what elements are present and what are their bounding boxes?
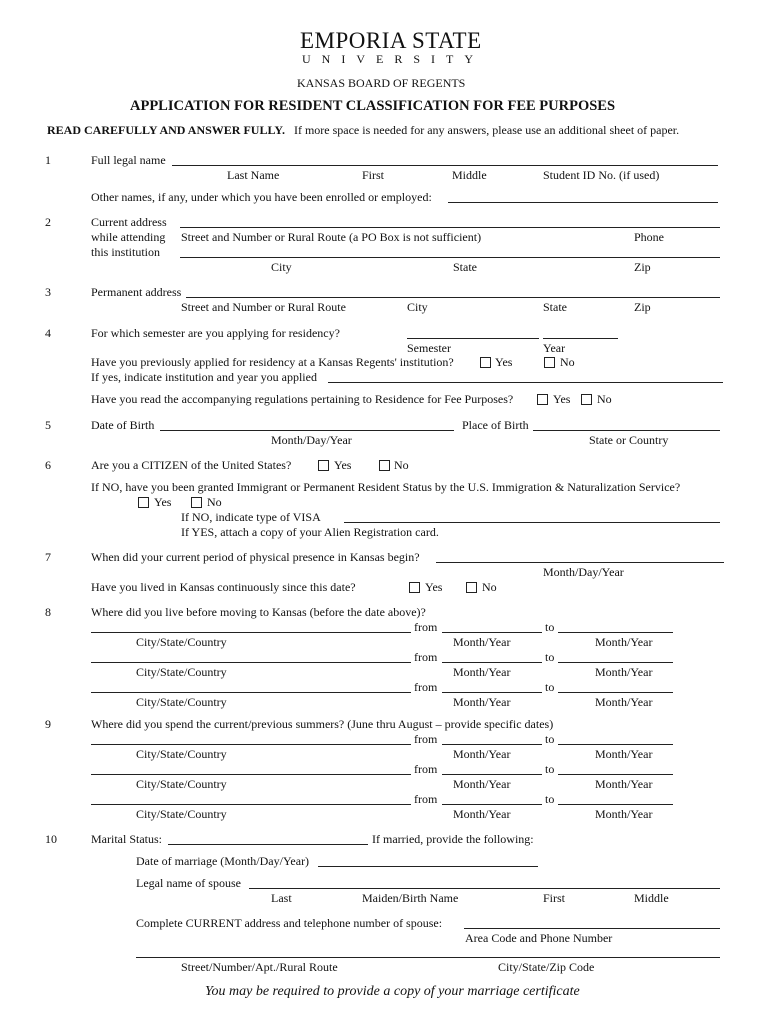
yes-label: Yes — [495, 355, 513, 369]
previous-residence-to-field[interactable] — [558, 632, 673, 633]
question-number-5: 5 — [45, 418, 51, 432]
sub-first-name: First — [362, 168, 385, 182]
sub-month-year: Month/Year — [453, 635, 511, 649]
spouse-name-label: Legal name of spouse — [136, 876, 241, 890]
citizen-yes-checkbox[interactable] — [318, 460, 329, 471]
other-names-field[interactable] — [448, 202, 718, 203]
to-label: to — [545, 680, 555, 694]
institution-year-field[interactable] — [328, 382, 723, 383]
if-married-label: If married, provide the following: — [372, 832, 534, 846]
sub-month-year: Month/Year — [595, 695, 653, 709]
summer-residence-place-field[interactable] — [91, 744, 411, 745]
marital-status-label: Marital Status: — [91, 832, 162, 846]
previous-residence-from-field[interactable] — [442, 662, 542, 663]
sub-city: City — [407, 300, 428, 314]
spouse-phone-field[interactable] — [464, 928, 720, 929]
summer-residence-from-field[interactable] — [442, 804, 542, 805]
current-street-field[interactable] — [180, 227, 720, 228]
semester-field[interactable] — [407, 338, 539, 339]
question-number-2: 2 — [45, 215, 51, 229]
board-name: KANSAS BOARD OF REGENTS — [297, 76, 466, 90]
previous-residence-to-field[interactable] — [558, 692, 673, 693]
sub-middle: Middle — [634, 891, 669, 905]
sub-city-state-country: City/State/Country — [136, 665, 227, 679]
full-legal-name-label: Full legal name — [91, 153, 166, 167]
date-of-marriage-label: Date of marriage (Month/Day/Year) — [136, 854, 310, 868]
lived-before-label: Where did you live before moving to Kansas (before the date above)? — [91, 605, 426, 619]
date-of-birth-field[interactable] — [160, 430, 454, 431]
from-label: from — [414, 680, 438, 694]
summer-residence-to-field[interactable] — [558, 804, 673, 805]
university-logo-line2: UNIVERSITY — [302, 52, 484, 66]
sub-street: Street/Number/Apt./Rural Route — [181, 960, 338, 974]
immigrant-no-checkbox[interactable] — [191, 497, 202, 508]
from-label: from — [414, 792, 438, 806]
spouse-address-field[interactable] — [136, 957, 720, 958]
sub-place: State or Country — [589, 433, 669, 447]
year-field[interactable] — [543, 338, 618, 339]
regulations-no-checkbox[interactable] — [581, 394, 592, 405]
read-regulations-label: Have you read the accompanying regulations pertaining to Residence for Fee Purposes? — [91, 392, 514, 406]
sub-zip: Zip — [634, 300, 651, 314]
sub-state: State — [453, 260, 477, 274]
spouse-address-label: Complete CURRENT address and telephone number of spouse: — [136, 916, 443, 930]
no-label: No — [482, 580, 497, 594]
previous-residence-to-field[interactable] — [558, 662, 673, 663]
question-number-8: 8 — [45, 605, 51, 619]
instructions-bold: READ CAREFULLY AND ANSWER FULLY. — [47, 123, 285, 137]
to-label: to — [545, 762, 555, 776]
to-label: to — [545, 620, 555, 634]
no-label: No — [560, 355, 575, 369]
instructions — [47, 123, 679, 138]
university-logo-line1: EMPORIA STATE — [300, 28, 482, 53]
to-label: to — [545, 792, 555, 806]
summer-residence-to-field[interactable] — [558, 744, 673, 745]
question-number-3: 3 — [45, 285, 51, 299]
to-label: to — [545, 650, 555, 664]
current-city-field[interactable] — [180, 257, 720, 258]
previous-residence-from-field[interactable] — [442, 692, 542, 693]
current-address-label-1: Current address — [91, 215, 167, 229]
permanent-address-field[interactable] — [186, 297, 720, 298]
previous-residence-place-field[interactable] — [91, 692, 411, 693]
question-number-10: 10 — [45, 832, 57, 846]
instructions-text: If more space is needed for any answers, please use an additional sheet of paper. — [293, 123, 680, 137]
sub-month-year: Month/Year — [595, 665, 653, 679]
sub-city-state-zip: City/State/Zip Code — [498, 960, 595, 974]
sub-semester: Semester — [407, 341, 451, 355]
citizen-no-checkbox[interactable] — [379, 460, 390, 471]
regulations-yes-checkbox[interactable] — [537, 394, 548, 405]
marital-status-field[interactable] — [168, 844, 368, 845]
previous-residence-from-field[interactable] — [442, 632, 542, 633]
sub-year: Year — [543, 341, 566, 355]
summer-residence-from-field[interactable] — [442, 744, 542, 745]
place-of-birth-field[interactable] — [533, 430, 720, 431]
semester-label: For which semester are you applying for residency? — [91, 326, 340, 340]
continuously-yes-checkbox[interactable] — [409, 582, 420, 593]
sub-month-year: Month/Year — [595, 747, 653, 761]
visa-type-field[interactable] — [344, 522, 720, 523]
if-yes-institution-label: If yes, indicate institution and year you applied — [91, 370, 317, 384]
sub-month-year: Month/Year — [453, 807, 511, 821]
from-label: from — [414, 732, 438, 746]
sub-student-id: Student ID No. (if used) — [543, 168, 660, 182]
sub-month-year: Month/Year — [595, 777, 653, 791]
sub-middle-name: Middle — [452, 168, 487, 182]
no-label: No — [394, 458, 409, 472]
yes-label: Yes — [154, 495, 172, 509]
continuously-no-checkbox[interactable] — [466, 582, 477, 593]
question-number-7: 7 — [45, 550, 51, 564]
summer-residence-from-field[interactable] — [442, 774, 542, 775]
sub-first: First — [543, 891, 566, 905]
sub-month-year: Month/Year — [595, 635, 653, 649]
yes-label: Yes — [553, 392, 571, 406]
question-number-6: 6 — [45, 458, 51, 472]
sub-month-year: Month/Year — [453, 695, 511, 709]
spouse-name-field[interactable] — [249, 888, 720, 889]
sub-month-year: Month/Year — [453, 777, 511, 791]
immigrant-yes-checkbox[interactable] — [138, 497, 149, 508]
place-of-birth-label: Place of Birth — [462, 418, 529, 432]
from-label: from — [414, 650, 438, 664]
current-address-label-2: while attending — [91, 230, 166, 244]
sub-city-state-country: City/State/Country — [136, 695, 227, 709]
summer-residence-to-field[interactable] — [558, 774, 673, 775]
question-number-4: 4 — [45, 326, 51, 340]
full-legal-name-field[interactable] — [172, 165, 718, 166]
summers-label: Where did you spend the current/previous summers? (June thru August – provide specific dates) — [91, 717, 554, 731]
previous-residence-place-field[interactable] — [91, 662, 411, 663]
previously-applied-label: Have you previously applied for residency at a Kansas Regents' institution? — [91, 355, 454, 369]
sub-street: Street and Number or Rural Route — [181, 300, 346, 314]
from-label: from — [414, 620, 438, 634]
sub-city-state-country: City/State/Country — [136, 807, 227, 821]
question-number-9: 9 — [45, 717, 51, 731]
previously-no-checkbox[interactable] — [544, 357, 555, 368]
physical-presence-field[interactable] — [436, 562, 724, 563]
sub-zip: Zip — [634, 260, 651, 274]
physical-presence-label: When did your current period of physical presence in Kansas begin? — [91, 550, 420, 564]
sub-area-code: Area Code and Phone Number — [465, 931, 613, 945]
sub-month-year: Month/Year — [595, 807, 653, 821]
summer-residence-place-field[interactable] — [91, 774, 411, 775]
date-of-birth-label: Date of Birth — [91, 418, 155, 432]
from-label: from — [414, 762, 438, 776]
visa-type-label: If NO, indicate type of VISA — [181, 510, 321, 524]
citizen-label: Are you a CITIZEN of the United States? — [91, 458, 292, 472]
yes-label: Yes — [425, 580, 443, 594]
sub-maiden: Maiden/Birth Name — [362, 891, 459, 905]
sub-month-year: Month/Year — [453, 665, 511, 679]
sub-date: Month/Day/Year — [543, 565, 624, 579]
alien-registration-label: If YES, attach a copy of your Alien Registration card. — [181, 525, 439, 539]
sub-phone: Phone — [634, 230, 664, 244]
no-label: No — [597, 392, 612, 406]
to-label: to — [545, 732, 555, 746]
sub-city-state-country: City/State/Country — [136, 777, 227, 791]
summer-residence-place-field[interactable] — [91, 804, 411, 805]
previously-yes-checkbox[interactable] — [480, 357, 491, 368]
sub-month-year: Month/Year — [453, 747, 511, 761]
no-label: No — [207, 495, 222, 509]
date-of-marriage-field[interactable] — [318, 866, 538, 867]
sub-state: State — [543, 300, 567, 314]
sub-date: Month/Day/Year — [271, 433, 352, 447]
sub-city-state-country: City/State/Country — [136, 635, 227, 649]
sub-city-state-country: City/State/Country — [136, 747, 227, 761]
previous-residence-place-field[interactable] — [91, 632, 411, 633]
continuously-label: Have you lived in Kansas continuously since this date? — [91, 580, 356, 594]
marriage-certificate-note: You may be required to provide a copy of your marriage certificate — [205, 984, 580, 999]
other-names-label: Other names, if any, under which you have been enrolled or employed: — [91, 190, 432, 204]
sub-street: Street and Number or Rural Route (a PO Box is not sufficient) — [181, 230, 482, 244]
current-address-label-3: this institution — [91, 245, 161, 259]
immigrant-status-label: If NO, have you been granted Immigrant or Permanent Resident Status by the U.S. Immigration & Naturalization Service? — [91, 480, 681, 494]
question-number-1: 1 — [45, 153, 51, 167]
yes-label: Yes — [334, 458, 352, 472]
sub-city: City — [271, 260, 292, 274]
sub-last: Last — [271, 891, 292, 905]
permanent-address-label: Permanent address — [91, 285, 182, 299]
page-title: APPLICATION FOR RESIDENT CLASSIFICATION FOR FEE PURPOSES — [130, 98, 616, 114]
sub-last-name: Last Name — [227, 168, 280, 182]
